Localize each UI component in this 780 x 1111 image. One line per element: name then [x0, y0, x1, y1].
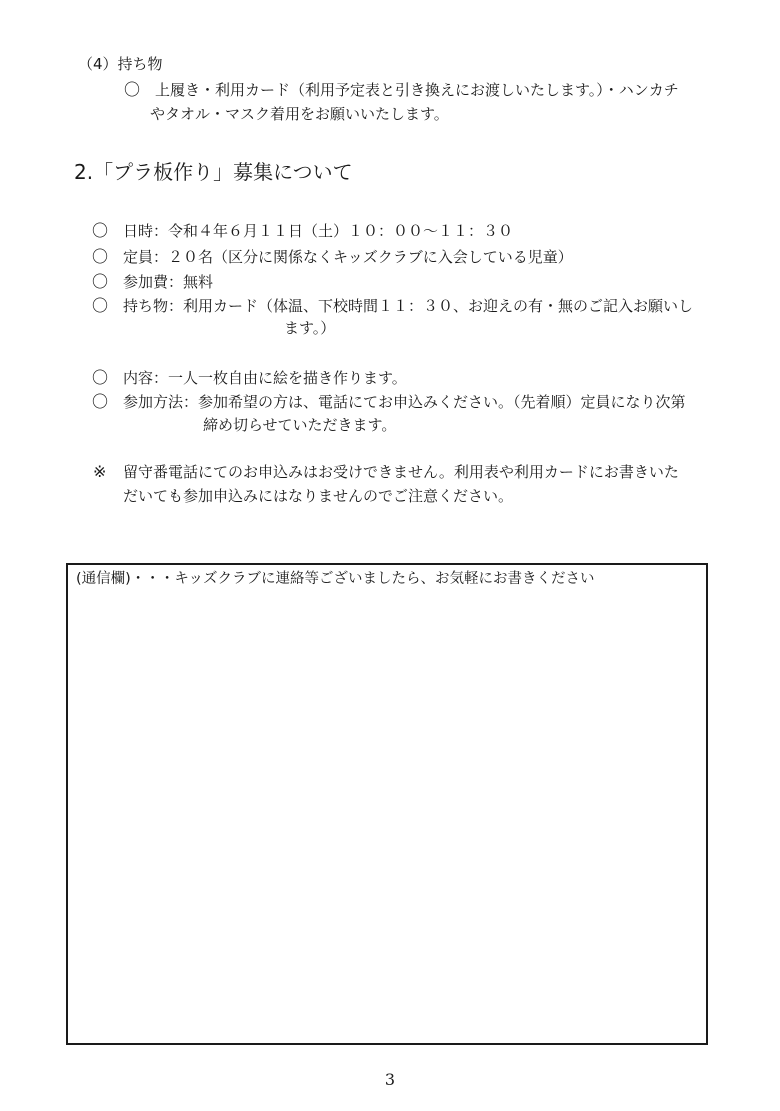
- item-belongings-line-2: ます。）: [284, 319, 336, 337]
- bullet-circle: 〇: [124, 80, 141, 99]
- bullet-circle: 〇: [92, 272, 109, 291]
- bullet-circle: 〇: [92, 392, 109, 411]
- note-line-1: 留守番電話にてのお申込みはお受けできません。利用表や利用カードにお書きいた: [123, 463, 679, 481]
- message-box[interactable]: [66, 563, 708, 1045]
- bullet-circle: 〇: [92, 296, 109, 315]
- note-line-2: だいても参加申込みにはなりませんのでご注意ください。: [123, 487, 514, 505]
- belongings-text-line-2: やタオル・マスク着用をお願いいたします。: [150, 105, 449, 123]
- belongings-text-line-1: 上履き・利用カード（利用予定表と引き換えにお渡しいたします。）・ハンカチ: [155, 81, 679, 99]
- item-application-line-2: 締め切らせていただきます。: [203, 416, 397, 434]
- belongings-heading: （4）持ち物: [78, 55, 163, 73]
- bullet-circle: 〇: [92, 247, 109, 266]
- bullet-circle: 〇: [92, 368, 109, 387]
- item-belongings-line-1: 持ち物：利用カード（体温、下校時間１１：３０、お迎えの有・無のご記入お願いし: [123, 297, 694, 315]
- item-date: 日時：令和４年６月１１日（土）１０：００～１１：３０: [123, 222, 514, 240]
- message-box-label: (通信欄)・・・キッズクラブに連絡等ございましたら、お気軽にお書きください: [76, 571, 595, 587]
- item-content: 内容：一人一枚自由に絵を描き作ります。: [123, 369, 407, 387]
- bullet-circle: 〇: [92, 221, 109, 240]
- item-capacity: 定員：２０名（区分に関係なくキッズクラブに入会している児童）: [123, 248, 573, 266]
- page-number: 3: [384, 1070, 396, 1089]
- section-2-title: 2.「プラ板作り」募集について: [74, 160, 353, 184]
- item-fee: 参加費：無料: [123, 273, 214, 291]
- item-application-line-1: 参加方法：参加希望の方は、電話にてお申込みください。（先着順）定員になり次第: [123, 393, 686, 411]
- note-mark: ※: [93, 462, 107, 481]
